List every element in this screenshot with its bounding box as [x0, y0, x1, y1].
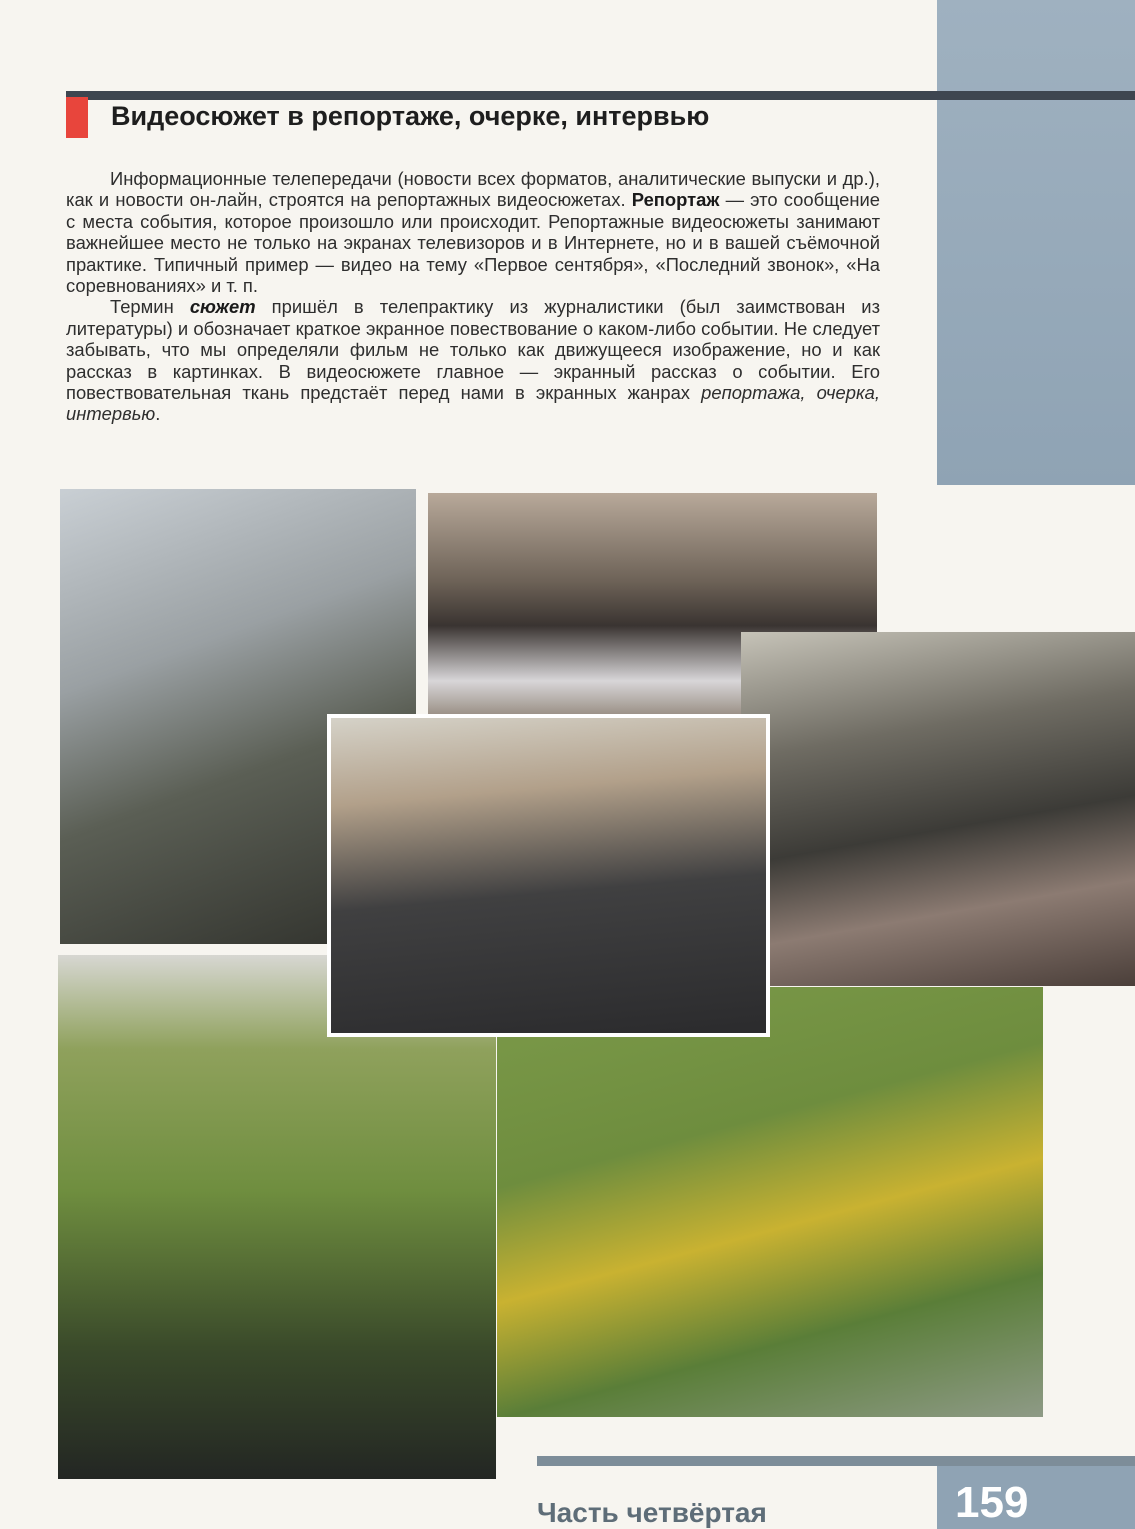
paragraph-end: .: [155, 403, 161, 425]
page-number: 159: [955, 1478, 1029, 1527]
side-color-panel: [937, 0, 1135, 485]
paragraph-lead: Термин: [110, 296, 190, 318]
footer-part-label: Часть четвёртая: [537, 1497, 767, 1528]
title-rule: [66, 91, 1135, 100]
footer-rule: [537, 1456, 1135, 1466]
paragraph-lead: Информационные телепередачи (новости всех форматов, аналитические выпуски и др.), как и новости он-лайн, строятся на репортажных видеосюжетах.: [66, 168, 880, 211]
photo-market-stall: [741, 632, 1135, 986]
body-text: [66, 168, 880, 425]
photo-street-cameraman: [327, 714, 770, 1037]
paragraph-plot: [66, 296, 880, 424]
paragraph-middle: пришёл в телепрактику из журналистики (был заимствован из литературы) и обозначает краткое экранное повествование о каком-либо событии. Не следует забывать, что мы определяли фильм не только как движущееся изображение, но и как рассказ в картинках. В видеосюжете главное — экранный рассказ о событии. Его повествовательная ткань предстаёт перед нами в экранных жанрах: [66, 296, 880, 404]
photo-football-cameraman: [497, 987, 1043, 1417]
section-title: Видеосюжет в репортаже, очерке, интервью: [111, 101, 710, 131]
term-reportage: Репортаж: [631, 189, 720, 211]
title-marker: [66, 97, 88, 138]
paragraph-rest: — это сообщение с места события, которое произошло или происходит. Репортажные видеосюжеты занимают важнейшее место не только на экранах телевизоров и в Интернете, но и в вашей съёмочной практике. Типичный пример — видео на тему «Первое сентября», «Последний звонок», «На соревнованиях» и т. п.: [66, 189, 880, 297]
genres-italic: репортажа, очерка, интервью: [66, 382, 881, 425]
paragraph-reportage: [66, 168, 880, 296]
term-plot: сюжет: [189, 296, 256, 318]
